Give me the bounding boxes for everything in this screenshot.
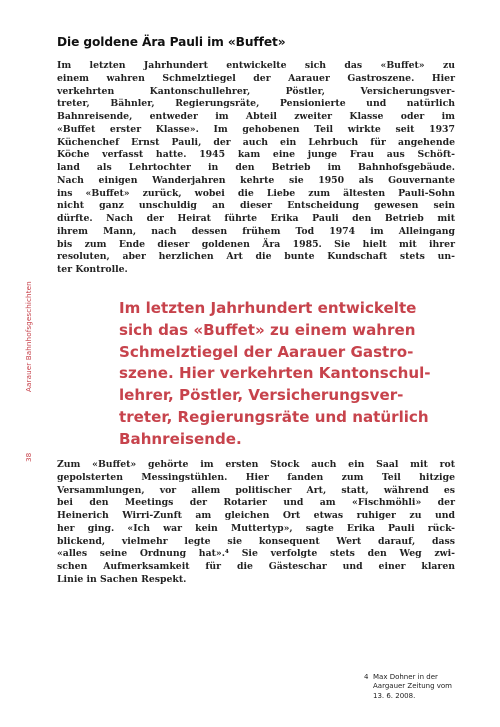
body-paragraph-2 — [57, 459, 455, 587]
text-line: verkehrten Kantonschullehrer, Pöstler, Versicherungsver- — [57, 85, 455, 97]
text-line: «alles seine Ordnung hat».⁴ Sie verfolgte stets den Weg zwi- — [57, 548, 455, 560]
text-line: Im letzten Jahrhundert entwickelte sich das «Buffet» zu — [57, 60, 455, 71]
body-paragraph-1 — [57, 60, 455, 277]
pull-quote — [119, 298, 479, 451]
pull-quote-line: lehrer, Pöstler, Versicherungsver- — [119, 386, 404, 405]
text-line: ter Kontrolle. — [57, 264, 128, 275]
text-line: her ging. «Ich war kein Muttertyp», sagte Erika Pauli rück- — [57, 522, 455, 534]
pull-quote-line: Bahnreisende. — [119, 429, 242, 448]
text-line: dürfte. Nach der Heirat führte Erika Pauli den Betrieb mit — [57, 213, 455, 224]
text-line: einem wahren Schmelztiegel der Aarauer Gastroszene. Hier — [57, 72, 455, 84]
pull-quote-line: Im letzten Jahrhundert entwickelte — [119, 299, 417, 317]
footnote-text: 13. 6. 2008. — [373, 691, 416, 700]
text-line: blickend, vielmehr legte sie konsequent Wert darauf, dass — [57, 535, 455, 547]
text-line: ins «Buffet» zurück, wobei die Liebe zum ältesten Pauli-Sohn — [57, 187, 455, 199]
text-line: Bahnreisende, entweder im Abteil zweiter Klasse oder im — [57, 111, 455, 122]
pull-quote-line: treter, Regierungsräte und natürlich — [119, 407, 429, 426]
text-line: nicht ganz unschuldig an dieser Entscheidung gewesen sein — [57, 200, 455, 212]
text-line: Nach einigen Wanderjahren kehrte sie 1950 als Gouvernante — [57, 174, 455, 186]
page-number: 38 — [24, 452, 33, 462]
footnote — [364, 673, 484, 701]
footnote-line — [364, 673, 484, 682]
running-section-label: Aarauer Bahnhofsgeschichten — [24, 281, 33, 392]
text-line: ihrem Mann, nach dessen frühem Tod 1974 im Alleingang — [57, 225, 455, 237]
text-line: Zum «Buffet» gehörte im ersten Stock auch ein Saal mit rot — [57, 459, 455, 470]
text-line: gepolsterten Messingstühlen. Hier fanden zum Teil hitzige — [57, 471, 455, 483]
text-line: Linie in Sachen Respekt. — [57, 573, 187, 585]
text-line: schen Aufmerksamkeit für die Gästeschar und einer klaren — [57, 561, 455, 572]
text-line: «Buffet erster Klasse». Im gehobenen Teil wirkte seit 1937 — [57, 123, 455, 135]
text-line: Köche verfasst hatte. 1945 kam eine junge Frau aus Schöft- — [57, 149, 455, 161]
text-line: treter, Bähnler, Regierungsräte, Pensionierte und natürlich — [57, 98, 455, 110]
section-heading: Die goldene Ära Pauli im «Buffet» — [57, 35, 286, 49]
text-line: bei den Meetings der Rotarier und am «Fischmöhli» der — [57, 497, 455, 509]
text-line: land als Lehrtochter in den Betrieb im Bahnhofsgebäude. — [57, 162, 455, 173]
text-line: Heinerich Wirri-Zunft am gleichen Ort etwas ruhiger zu und — [57, 510, 455, 521]
text-line: resoluten, aber herzlichen Art die bunte Kundschaft stets un- — [57, 251, 455, 263]
footnote-line — [364, 682, 484, 691]
pull-quote-line: Schmelztiegel der Aarauer Gastro- — [119, 342, 414, 361]
pull-quote-line: sich das «Buffet» zu einem wahren — [119, 320, 416, 339]
text-line: Versammlungen, vor allem politischer Art, statt, während es — [57, 484, 455, 496]
footnote-number: 4 — [364, 673, 369, 681]
footnote-line — [364, 692, 484, 701]
pull-quote-line: szene. Hier verkehrten Kantonschul- — [119, 364, 431, 383]
text-line: Küchenchef Ernst Pauli, der auch ein Lehrbuch für angehende — [57, 136, 455, 148]
footnote-text: Aargauer Zeitung vom — [373, 682, 452, 691]
text-line: bis zum Ende dieser goldenen Ära 1985. Sie hielt mit ihrer — [57, 238, 455, 250]
footnote-text: Max Dohner in der — [373, 673, 438, 681]
